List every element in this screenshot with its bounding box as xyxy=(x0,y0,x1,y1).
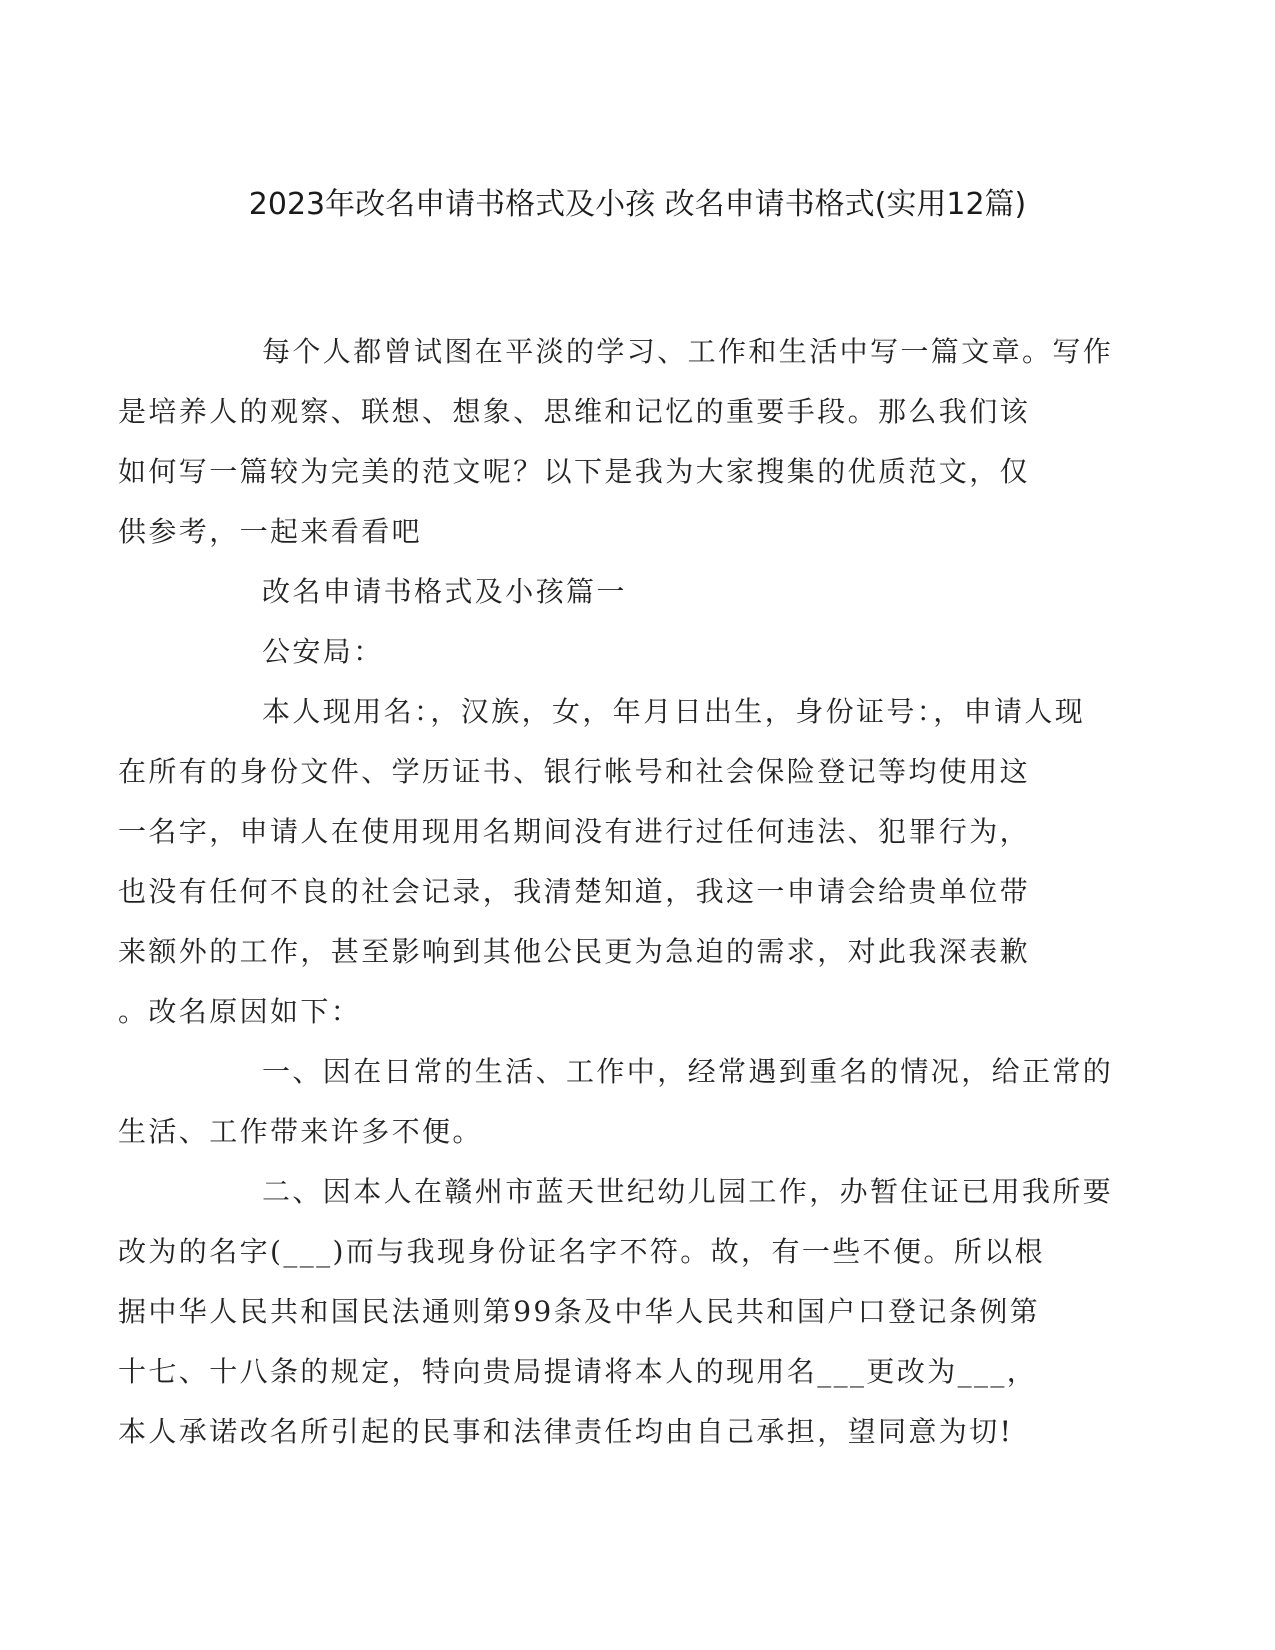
reason-one-line: 一、因在日常的生活、工作中，经常遇到重名的情况，给正常的 xyxy=(262,1055,1114,1088)
intro-line: 是培养人的观察、联想、想象、思维和记忆的重要手段。那么我们该 xyxy=(118,395,1031,428)
statement-paragraph xyxy=(118,682,1086,1042)
addressee xyxy=(190,622,1070,682)
reason-two-line: 据中华人民共和国民法通则第99条及中华人民共和国户口登记条例第 xyxy=(118,1295,1041,1328)
intro-paragraph xyxy=(118,322,1114,562)
reason-two-line: 十七、十八条的规定，特向贵局提请将本人的现用名___更改为___， xyxy=(118,1355,1038,1388)
statement-line: 一名字，申请人在使用现用名期间没有进行过任何违法、犯罪行为， xyxy=(118,815,1031,848)
statement-line: 本人现用名：，汉族，女，年月日出生，身份证号：，申请人现 xyxy=(262,695,1086,728)
statement-line: 在所有的身份文件、学历证书、银行帐号和社会保险登记等均使用这 xyxy=(118,755,1031,788)
section-heading xyxy=(190,562,1070,622)
document-title: 2023年改名申请书格式及小孩 改名申请书格式(实用12篇) xyxy=(248,187,1027,222)
reason-two-paragraph xyxy=(118,1162,1114,1462)
intro-line: 供参考，一起来看看吧 xyxy=(118,515,423,548)
section-heading-text: 改名申请书格式及小孩篇一 xyxy=(262,575,627,608)
reason-one-paragraph xyxy=(118,1042,1114,1162)
reason-one-line: 生活、工作带来许多不便。 xyxy=(118,1115,483,1148)
statement-line: 来额外的工作，甚至影响到其他公民更为急迫的需求，对此我深表歉 xyxy=(118,935,1031,968)
document-body xyxy=(118,322,1114,1462)
statement-line: 。改名原因如下： xyxy=(118,995,362,1028)
intro-line: 如何写一篇较为完美的范文呢？以下是我为大家搜集的优质范文，仅 xyxy=(118,455,1031,488)
reason-two-line: 本人承诺改名所引起的民事和法律责任均由自己承担，望同意为切! xyxy=(118,1415,1014,1448)
statement-line: 也没有任何不良的社会记录，我清楚知道，我这一申请会给贵单位带 xyxy=(118,875,1031,908)
reason-two-line: 改为的名字(___)而与我现身份证名字不符。故，有一些不便。所以根 xyxy=(118,1235,1046,1268)
reason-two-line: 二、因本人在赣州市蓝天世纪幼儿园工作，办暂住证已用我所要 xyxy=(262,1175,1114,1208)
intro-line: 每个人都曾试图在平淡的学习、工作和生活中写一篇文章。写作 xyxy=(262,335,1114,368)
addressee-text: 公安局： xyxy=(262,635,384,668)
